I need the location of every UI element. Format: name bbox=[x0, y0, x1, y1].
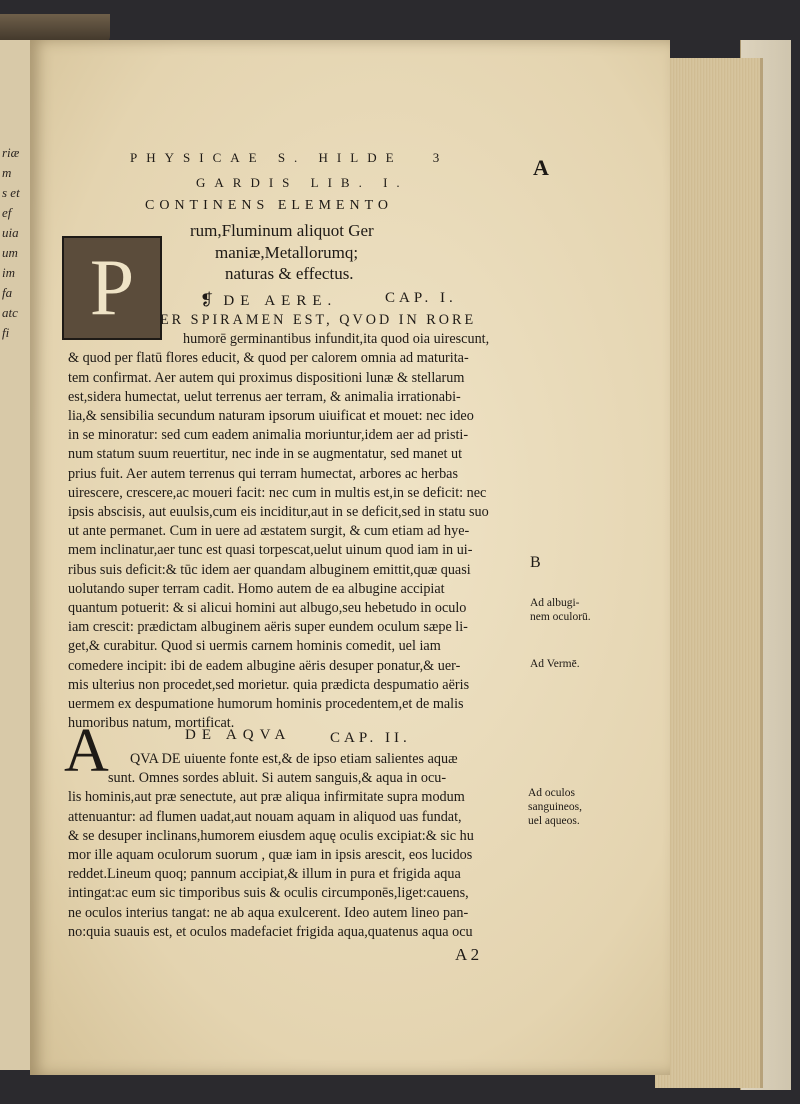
decorated-initial: P bbox=[62, 236, 162, 340]
header-title: PHYSICAE S. HILDE bbox=[130, 150, 403, 165]
title-line-3: maniæ,Metallorumq; bbox=[215, 243, 359, 262]
text-line: num statum suum reuertitur, nec inde in se augmentatur, sed manet ut bbox=[68, 446, 463, 463]
chapter-2-title: DE AQVA bbox=[185, 727, 292, 743]
margin-note-line: Ad Vermē. bbox=[530, 658, 580, 670]
text-line: no:quia suauis est, et oculos madefaciet frigida aqua,quatenus aqua ocu bbox=[68, 923, 473, 940]
left-page-fragment: riæ bbox=[2, 145, 20, 160]
text-line: ribus suis deficit:& tūc idem aer quandam albuginem emittit,quæ quasi bbox=[68, 561, 471, 578]
chapter-2-number: CAP. II. bbox=[330, 730, 411, 746]
text-line: uolutando super terram cadit. Homo autem de ea albugine accipiat bbox=[68, 580, 445, 597]
margin-note-vermis bbox=[530, 657, 580, 671]
text-line: QVA DE uiuente fonte est,& de ipso etiam salientes aquæ bbox=[130, 751, 458, 767]
title-line-1: CONTINENS ELEMENTO bbox=[145, 198, 394, 213]
text-line: intingat:ac eum sic timporibus suis & oculis circumponēs,liget:cauens, bbox=[68, 885, 469, 902]
left-page-fragment: s et bbox=[2, 185, 20, 200]
margin-note-oculi bbox=[528, 786, 582, 828]
chapter-1-heading bbox=[200, 290, 337, 310]
text-line: lis hominis,aut præ senectute, aut præ aliqua infirmitate supra modum bbox=[68, 789, 465, 806]
text-line: comedere incipit: ibi de eadem albugine aëris desuper ponatur,& uer- bbox=[68, 657, 461, 674]
margin-note-line: Ad oculos bbox=[528, 787, 575, 799]
text-line: ipsis abscisis, aut euulsis,cum eis inciditur,aut in se deficit,sed in statu suo bbox=[68, 504, 489, 521]
text-line: humorē germinantibus infundit,ita quod oia uirescunt, bbox=[183, 331, 490, 348]
text-line: tem confirmat. Aer autem qui proximus dispositioni lunæ & stellarum bbox=[68, 369, 465, 386]
header-folio: 3 bbox=[432, 150, 449, 165]
text-line: attenuantur: ad flumen uadat,aut nouam aquam in aliquod uas fundat, bbox=[68, 808, 462, 825]
margin-note-line: nem oculorū. bbox=[530, 611, 591, 623]
running-header bbox=[130, 150, 570, 166]
margin-letter-b: B bbox=[530, 554, 541, 571]
margin-note-line: uel aqueos. bbox=[528, 815, 580, 827]
chapter-1-text bbox=[68, 311, 489, 733]
left-page-edge bbox=[0, 40, 31, 1070]
left-page-fragment: fa bbox=[2, 285, 13, 300]
text-line: ER SPIRAMEN EST, QVOD IN RORE bbox=[160, 312, 477, 328]
left-page-fragment: uia bbox=[2, 225, 19, 240]
chapter-2-initial: A bbox=[64, 717, 109, 785]
text-line: lia,& sensibilia secundum naturam ipsorum uiuificat et mouet: nec ideo bbox=[68, 408, 474, 425]
title-line-4: naturas & effectus. bbox=[225, 264, 354, 283]
left-page-fragment: ef bbox=[2, 205, 12, 220]
chapter-1-number: CAP. I. bbox=[385, 290, 457, 306]
margin-note-line: Ad albugi- bbox=[530, 597, 580, 609]
text-line: sunt. Omnes sordes abluit. Si autem sanguis,& aqua in ocu- bbox=[108, 770, 447, 787]
printer-signature: A 2 bbox=[455, 945, 480, 964]
show-through-text bbox=[520, 115, 660, 295]
text-line: prius fuit. Aer autem terrenus qui terram humectat, arbores ac herbas bbox=[68, 465, 459, 482]
text-line: reddet.Lineum quoq; pannum accipiat,& illum in pura et frigida aqua bbox=[68, 866, 461, 883]
paragraph-mark-icon: ❡ bbox=[200, 292, 220, 309]
margin-note-line: sanguineos, bbox=[528, 801, 582, 813]
header-subtitle: GARDIS LIB. I. bbox=[196, 175, 409, 190]
text-line: mor ille aquam oculorum suorum , quæ iam in ipsis arescit, eos lucidos bbox=[68, 847, 473, 864]
signature-letter: A bbox=[533, 155, 549, 180]
left-page-fragment: um bbox=[2, 245, 18, 260]
text-line: uirescere, crescere,ac moueri facit: nec cum in multis est,in se deficit: nec bbox=[68, 484, 487, 501]
text-line: & se desuper inclinans,humorem eiusdem aquę oculis excipiat:& sic hu bbox=[68, 827, 474, 844]
page-block-edge bbox=[655, 58, 763, 1088]
left-page-fragment: im bbox=[2, 265, 15, 280]
left-page-fragment: m bbox=[2, 165, 12, 180]
text-line: mem inclinatur,aer tunc est quasi torpescat,uelut uinum quod iam in ui- bbox=[68, 542, 473, 559]
text-line: uermem ex despumatione humorum hominis procedentem,et de malis bbox=[68, 696, 464, 713]
text-line: & quod per flatū flores educit, & quod per calorem omnia ad maturita- bbox=[68, 350, 469, 367]
left-page-fragment: atc bbox=[2, 305, 18, 320]
margin-note-albugo bbox=[530, 596, 591, 624]
text-line: iam crescit: prædictam albuginem aëris super eundem oculum sæpe li- bbox=[68, 619, 468, 636]
text-line: ne oculos interius tangat: ne ab aqua exulcerent. Ideo autem lineo pan- bbox=[68, 904, 469, 921]
text-line: in se minoratur: sed cum eadem animalia moriuntur,idem aer ad pristi- bbox=[68, 427, 469, 444]
text-line: get,& curabitur. Quod si uermis carnem hominis comedit, uel iam bbox=[68, 638, 441, 655]
title-line-2: rum,Fluminum aliquot Ger bbox=[190, 221, 374, 240]
text-line: est,sidera humectat, uelut terrenus aer terram, & animalia irrationabi- bbox=[68, 388, 461, 405]
left-page-fragment: fi bbox=[2, 325, 10, 340]
chapter-2-text bbox=[68, 750, 474, 942]
chapter-1-title: DE AERE. bbox=[223, 293, 338, 309]
text-line: humoribus natum, mortificat. bbox=[68, 715, 235, 732]
text-line: ut ante permanet. Cum in uere ad æstatem surgit, & cum etiam ad hye- bbox=[68, 523, 470, 540]
text-line: quantum potuerit: & si alicui homini aut albugo,seu hebetudo in oculo bbox=[68, 600, 467, 617]
text-line: mis ulterius non procedet,sed morietur. quia prædicta despumatio aëris bbox=[68, 676, 470, 693]
